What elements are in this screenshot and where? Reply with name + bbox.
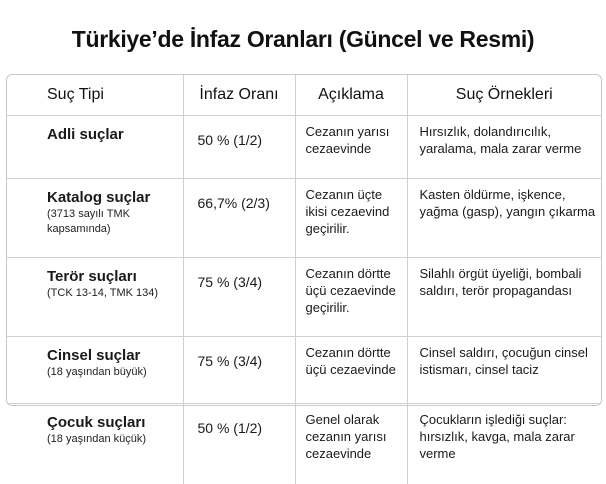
crime-type-name: Katalog suçlar xyxy=(47,188,183,207)
table-header-row xyxy=(7,75,601,116)
crime-examples-cell: Cinsel saldırı, çocuğun cinsel istismarı, cinsel taciz xyxy=(407,337,601,404)
execution-rate-cell: 75 % (3/4) xyxy=(183,258,295,337)
description-cell: Cezanın yarısı cezaevinde xyxy=(295,116,407,179)
page-title: Türkiye’de İnfaz Oranları (Güncel ve Resmi) xyxy=(0,26,606,53)
description-cell: Cezanın dörtte üçü cezaevinde geçirilir. xyxy=(295,258,407,337)
header-crime-examples: Suç Örnekleri xyxy=(407,75,601,116)
crime-type-name: Terör suçları xyxy=(47,267,183,286)
crime-examples-cell: Çocukların işlediği suçlar: hırsızlık, kavga, mala zarar verme xyxy=(407,404,601,484)
description-cell: Genel olarak cezanın yarısı cezaevinde xyxy=(295,404,407,484)
crime-type-cell xyxy=(7,258,183,337)
crime-type-note: (18 yaşından büyük) xyxy=(47,365,183,380)
crime-examples-cell: Kasten öldürme, işkence, yağma (gasp), yangın çıkarma xyxy=(407,179,601,258)
header-description: Açıklama xyxy=(295,75,407,116)
crime-type-note: (3713 sayılı TMK kapsamında) xyxy=(47,207,183,237)
crime-examples-cell: Hırsızlık, dolandırıcılık, yaralama, mala zarar verme xyxy=(407,116,601,179)
header-crime-type: Suç Tipi xyxy=(7,75,183,116)
table-row xyxy=(7,116,601,179)
crime-type-cell xyxy=(7,116,183,179)
penalty-rates-table-container xyxy=(6,74,602,406)
crime-type-cell xyxy=(7,404,183,484)
crime-examples-cell: Silahlı örgüt üyeliği, bombali saldırı, terör propagandası xyxy=(407,258,601,337)
penalty-rates-table xyxy=(7,75,601,484)
crime-type-note: (18 yaşından küçük) xyxy=(47,432,183,447)
execution-rate-cell: 75 % (3/4) xyxy=(183,337,295,404)
crime-type-cell xyxy=(7,179,183,258)
execution-rate-cell: 66,7% (2/3) xyxy=(183,179,295,258)
crime-type-name: Çocuk suçları xyxy=(47,413,183,432)
crime-type-cell xyxy=(7,337,183,404)
execution-rate-cell: 50 % (1/2) xyxy=(183,404,295,484)
execution-rate-cell: 50 % (1/2) xyxy=(183,116,295,179)
table-row xyxy=(7,337,601,404)
description-cell: Cezanın üçte ikisi cezaevind geçirilir. xyxy=(295,179,407,258)
crime-type-name: Cinsel suçlar xyxy=(47,346,183,365)
description-cell: Cezanın dörtte üçü cezaevinde xyxy=(295,337,407,404)
crime-type-note: (TCK 13-14, TMK 134) xyxy=(47,286,183,301)
table-row xyxy=(7,258,601,337)
table-row xyxy=(7,179,601,258)
table-row xyxy=(7,404,601,484)
header-execution-rate: İnfaz Oranı xyxy=(183,75,295,116)
crime-type-name: Adli suçlar xyxy=(47,125,183,144)
